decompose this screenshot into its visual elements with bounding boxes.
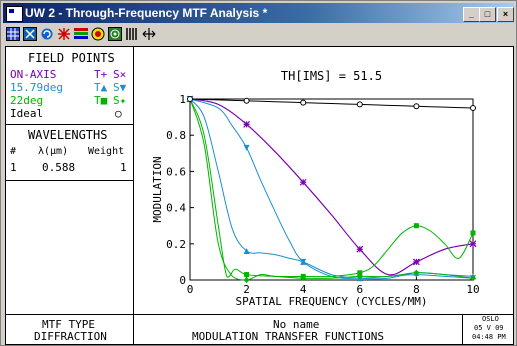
tangential-marker: T▲ [94,81,108,94]
wavelengths-header: WAVELENGTHS [28,128,108,142]
minimize-button[interactable]: _ [463,7,480,22]
lens-name: No name [273,318,320,331]
mtf-chart-svg [6,47,513,314]
app-icon[interactable] [6,6,23,22]
pattern-icon[interactable] [23,27,37,41]
x-tick-label: 10 [466,283,480,296]
plot-date: 05 V 09 [474,324,504,332]
plot-panel [5,46,514,345]
title-bar[interactable] [3,3,514,23]
tangential-marker: T■ [94,94,108,107]
x-tick-label: 6 [356,283,364,296]
y-tick-label: 0 [179,274,186,287]
mtf-curve-ideal [190,99,473,108]
field-name: ON-AXIS [10,68,57,81]
x-tick-label: 0 [186,283,194,296]
footer-divider-left [133,314,134,344]
sagittal-point [244,145,250,151]
maximize-button[interactable]: □ [479,7,496,22]
sagittal-marker: S▼ [113,81,127,94]
y-tick-label: 0.8 [166,129,186,143]
spot-icon[interactable] [57,27,71,41]
plot-description: MODULATION TRANSFER FUNCTIONS [192,330,385,343]
ideal-point [301,100,306,105]
field-name: 22deg [10,94,44,107]
plot-time: 04:48 PM [472,333,506,341]
tangential-point [414,223,419,228]
footer-divider [6,314,513,315]
zoom-icon[interactable] [91,27,105,41]
chart-title: TH[IMS] = 51.5 [280,69,383,83]
tangential-marker: T+ [94,68,108,81]
wavelength-weight: 1 [120,161,127,174]
mtf-curve-15-79deg-s [190,99,473,278]
mtf-type-value: DIFFRACTION [34,330,107,343]
field-name: 15.79deg [10,81,63,94]
app-name: OSLO [482,315,499,323]
y-tick-label: 0.6 [166,165,186,179]
close-button[interactable]: × [497,7,514,22]
y-tick-label: 0.2 [166,237,186,251]
ideal-point [188,97,193,102]
x-tick-label: 4 [299,283,307,296]
y-tick-label: 1 [179,93,186,106]
grid-view-icon[interactable] [6,27,20,41]
color-table-icon[interactable] [74,27,88,41]
rotate-icon[interactable] [40,27,54,41]
tangential-point [471,230,476,235]
x-tick-label: 2 [243,283,250,296]
y-axis-label: MODULATION [151,156,164,223]
ideal-point [357,102,362,107]
ideal-point [471,106,476,111]
mtf-type-label: MTF TYPE [42,318,95,331]
wavelength-value: 0.588 [42,161,76,174]
x-tick-label: 8 [413,283,420,296]
sagittal-marker: S× [113,68,127,81]
wavelength-col-weight: Weight [88,146,125,157]
wavelength-num: 1 [10,161,17,174]
toolbar [3,24,514,45]
sagittal-marker: S✦ [113,94,127,107]
wavelength-col-num: # [10,146,17,157]
field-name: Ideal [10,107,44,120]
ideal-marker: ○ [115,107,122,120]
ideal-point [414,104,419,109]
field-points-header: FIELD POINTS [28,51,115,65]
ideal-point [244,98,249,103]
wavelength-col-lambda: λ(μm) [38,146,69,157]
pan-arrows-icon[interactable] [142,27,156,41]
footer-divider-right [462,314,463,344]
y-tick-label: 0.4 [166,201,186,215]
target-icon[interactable] [108,27,122,41]
lines-icon[interactable] [125,27,139,41]
window-title: UW 2 - Through-Frequency MTF Analysis * [25,6,268,20]
x-axis-label: SPATIAL FREQUENCY (CYCLES/MM) [235,295,428,308]
tangential-point [244,272,249,277]
